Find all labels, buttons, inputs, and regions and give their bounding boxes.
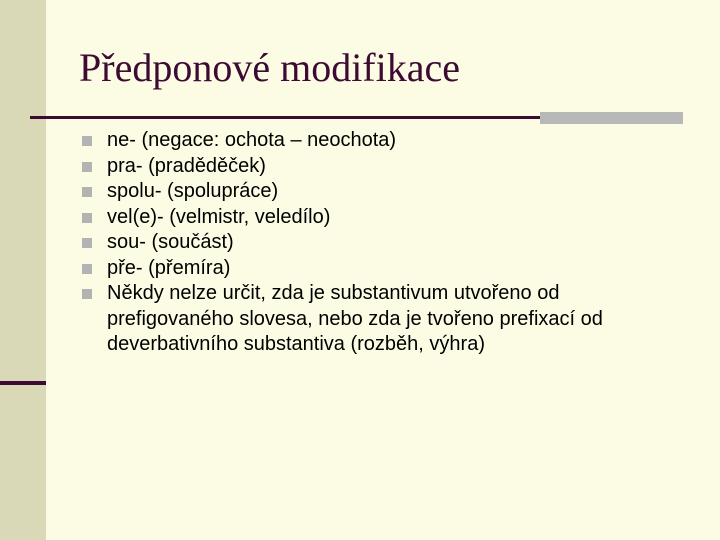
bullet-text: pře- (přemíra) <box>107 256 231 279</box>
left-decor-band <box>0 0 46 540</box>
bullet-text: Někdy nelze určit, zda je substantivum utvořeno od prefigovaného slovesa, nebo zda je tvořeno prefixací od deverbativního substantiva (rozběh, výhra) <box>107 282 603 355</box>
bullet-item <box>82 256 682 282</box>
square-bullet-icon <box>82 136 92 146</box>
bullet-item <box>82 230 682 256</box>
square-bullet-icon <box>82 187 92 197</box>
square-bullet-icon <box>82 289 92 299</box>
bullet-item <box>82 154 682 180</box>
slide-title: Předponové modifikace <box>79 45 460 90</box>
bullet-text: spolu- (spolupráce) <box>107 180 279 202</box>
bullet-text: pra- (praděděček) <box>107 154 266 177</box>
title-underline <box>30 116 540 119</box>
bullet-text: sou- (součást) <box>107 231 234 253</box>
bullet-item <box>82 128 682 154</box>
bullet-item <box>82 205 682 231</box>
square-bullet-icon <box>82 264 92 274</box>
square-bullet-icon <box>82 213 92 223</box>
bullet-text: ne- (negace: ochota – neochota) <box>107 129 397 151</box>
left-band-accent-line <box>0 381 46 385</box>
bullet-list <box>82 128 682 358</box>
bullet-item <box>82 281 682 358</box>
title-underline-accent <box>540 112 683 124</box>
bullet-text: vel(e)- (velmistr, veledílo) <box>107 205 331 228</box>
square-bullet-icon <box>82 162 92 172</box>
square-bullet-icon <box>82 238 92 248</box>
bullet-item <box>82 179 682 205</box>
